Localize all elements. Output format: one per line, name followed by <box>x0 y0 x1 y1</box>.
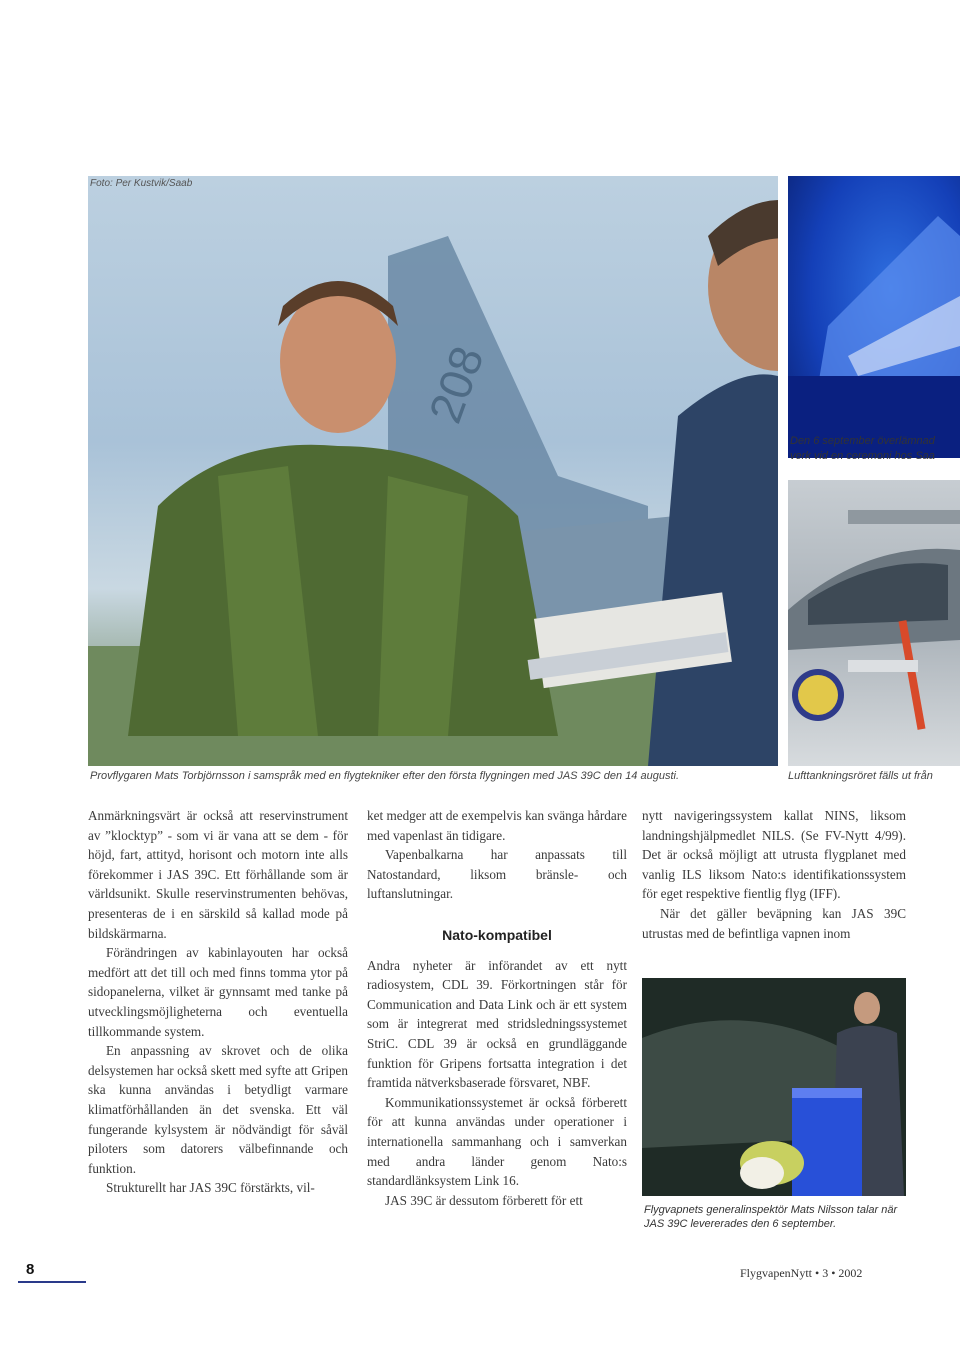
tail-number: 208 <box>418 339 494 430</box>
pilot-and-technician-illustration <box>88 176 778 766</box>
side-caption-line-1: Den 6 september överlämnad <box>790 435 935 447</box>
paragraph: Förändringen av kabinlayouten har också medfört att det till och med finns tomma ytor på sidopanelerna, vilket är gynnsamt med tanke på utvecklingsmöjligheterna och eventuella tillkommande system. <box>88 945 348 1039</box>
page-number-underline <box>18 1281 86 1283</box>
side-photo-top-caption <box>790 434 935 464</box>
side-caption-line-2: verk vid en ceremoni hos Saa <box>790 450 935 462</box>
article-column-1 <box>88 806 348 1198</box>
blue-jet-illustration <box>788 176 960 458</box>
side-photo-bottom-caption: Lufttankningsröret fälls ut från <box>788 770 933 782</box>
paragraph: JAS 39C är dessutom förberett för ett <box>385 1192 583 1208</box>
paragraph: ket medger att de exempelvis kan svänga hårdare med vapenlast än tidigare. <box>367 808 627 843</box>
paragraph: Andra nyheter är införandet av ett nytt radiosystem, CDL 39. Förkortningen står för Communication and Data Link och är ett system som är integrerat med stridsledningssystemet StriC. CDL 39 är också en grundläggande funktion för Gripens fortsatta integration i det framtida nätverksbaserade försvaret, NBF. <box>367 957 627 1091</box>
main-photo-caption: Provflygaren Mats Torbjörnsson i samspråk med en flygtekniker efter den första flygningen med JAS 39C den 14 augusti. <box>90 770 680 782</box>
page-number: 8 <box>26 1261 35 1278</box>
side-photo-refuel-probe <box>788 480 960 766</box>
side-photo-ceremony <box>788 176 960 458</box>
main-photo <box>88 176 778 766</box>
paragraph: Kommunikationssystemet är också förberett för att kunna användas under operationer i internationella sammanhang och i samverkan med andra länder genom Nato:s standardlänksystem Link 16. <box>367 1094 627 1189</box>
paragraph: Strukturellt har JAS 39C förstärkts, vil- <box>106 1180 315 1196</box>
right-photo-caption: Flygvapnets generalinspektör Mats Nilsson talar när JAS 39C levererades den 6 september. <box>644 1204 898 1230</box>
general-inspector-photo <box>642 978 906 1196</box>
paragraph: När det gäller beväpning kan JAS 39C utrustas med de befintliga vapnen inom <box>642 905 906 941</box>
article-column-2 <box>367 806 627 1210</box>
speaker-at-podium-illustration <box>642 978 906 1196</box>
paragraph: Anmärkningsvärt är också att reservinstrument av ”klocktyp” - som vi är vana att se dem - för höjd, fart, attityd, horisont och motorn inte alls förekommer i JAS 39C. Ett förhållande som är världsunikt. Skulle reservinstrumenten behövas, presenteras de i en särskild så kallad mode på bildskärmarna. <box>88 808 348 941</box>
photo-credit: Foto: Per Kustvik/Saab <box>90 178 193 189</box>
paragraph: En anpassning av skrovet och de olika delsystemen har också skett med syfte att Gripen ska kunna användas i betydligt varmare klimatförhållanden än det svenska. Ett väl fungerande kylsystem är nödvändigt för såväl piloters som datorers välbefinnande och funktion. <box>88 1043 348 1176</box>
subheading-nato: Nato-kompatibel <box>442 926 552 943</box>
paragraph: nytt navigeringssystem kallat NINS, liksom landningshjälpmedlet NILS. (Se FV-Nytt 4/99). Det är också möjligt att utrusta flygplanet med vanlig ILS liksom Nato:s identifikationssystem för eget respektive fientlig flyg (IFF). <box>642 808 906 902</box>
paragraph: Vapenbalkarna har anpassats till Natostandard, liksom bränsle- och luftanslutningar. <box>367 847 627 902</box>
article-column-3 <box>642 806 906 943</box>
jet-cockpit-illustration <box>788 480 960 766</box>
publication-footer: FlygvapenNytt • 3 • 2002 <box>740 1266 863 1280</box>
